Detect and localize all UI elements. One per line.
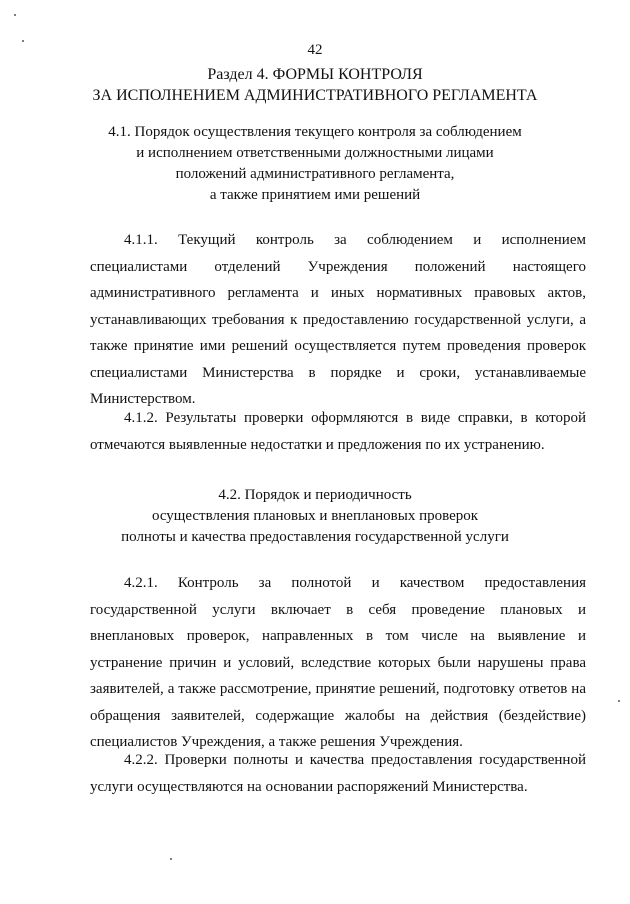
- paragraph-line: устанавливающих требования к предоставлению государственной услуги, а: [90, 311, 586, 328]
- paragraph-line: внеплановых проверок, направленных в том числе на выявление и: [90, 628, 586, 644]
- page-number: 42: [307, 42, 323, 58]
- subsection-title-line: осуществления плановых и внеплановых проверок: [151, 508, 479, 524]
- paragraph-line: устранение причин и условий, вследствие которых были нарушены права: [90, 654, 586, 671]
- paragraph-4-2-2: [90, 747, 586, 800]
- paragraph-line: специалистами Министерства в порядке и сроки, устанавливаемые: [90, 364, 586, 381]
- paragraph-line: государственной услуги включает в себя проведение плановых и: [90, 601, 586, 618]
- paragraph-4-2-1: [90, 570, 586, 756]
- paragraph-line: 4.2.2. Проверки полноты и качества предоставления государственной: [124, 752, 586, 768]
- subsection-title-line: положений административного регламента,: [175, 166, 455, 182]
- paragraph-line: услуги осуществляются на основании распоряжений Министерства.: [90, 778, 528, 795]
- paragraph-line: специалистов Учреждения, а также решения Учреждения.: [90, 734, 463, 750]
- paragraph-line: обращения заявителей, содержащие жалобы на действия (бездействие): [90, 707, 586, 724]
- section-heading-line-2: ЗА ИСПОЛНЕНИЕМ АДМИНИСТРАТИВНОГО РЕГЛАМЕНТА: [92, 87, 538, 104]
- subsection-title-line: а также принятием ими решений: [209, 187, 421, 203]
- paragraph-4-1-1: [90, 227, 586, 413]
- subsection-title-line: и исполнением ответственными должностными лицами: [136, 145, 494, 161]
- scan-speck: [14, 14, 16, 16]
- section-heading-line-1: Раздел 4. ФОРМЫ КОНТРОЛЯ: [207, 66, 423, 83]
- paragraph-line: административного регламента и иных нормативных правовых актов,: [90, 285, 586, 301]
- section-heading: [0, 64, 630, 106]
- subsection-4-1-title: [40, 122, 590, 206]
- scan-speck: [170, 858, 172, 860]
- paragraph-4-1-2: [90, 405, 586, 458]
- paragraph-line: специалистами отделений Учреждения положений настоящего: [90, 258, 586, 275]
- paragraph-line: 4.2.1. Контроль за полнотой и качеством предоставления: [124, 575, 586, 591]
- paragraph-line: отмечаются выявленные недостатки и предложения по их устранению.: [90, 436, 545, 453]
- paragraph-line: 4.1.2. Результаты проверки оформляются в виде справки, в которой: [124, 410, 586, 426]
- scan-speck: [22, 40, 24, 42]
- paragraph-line: заявителей, а также рассмотрение, принятие решений, подготовку ответов на: [90, 681, 586, 697]
- paragraph-line: также принятие ими решений осуществляется путем проведения проверок: [90, 338, 586, 354]
- paragraph-line: Министерством.: [90, 391, 196, 407]
- subsection-title-line: 4.1. Порядок осуществления текущего контроля за соблюдением: [108, 124, 522, 140]
- scan-speck: [618, 700, 620, 702]
- subsection-4-2-title: [40, 485, 590, 548]
- paragraph-line: 4.1.1. Текущий контроль за соблюдением и исполнением: [124, 232, 586, 248]
- subsection-title-line: 4.2. Порядок и периодичность: [218, 487, 412, 503]
- subsection-title-line: полноты и качества предоставления государственной услуги: [121, 529, 509, 545]
